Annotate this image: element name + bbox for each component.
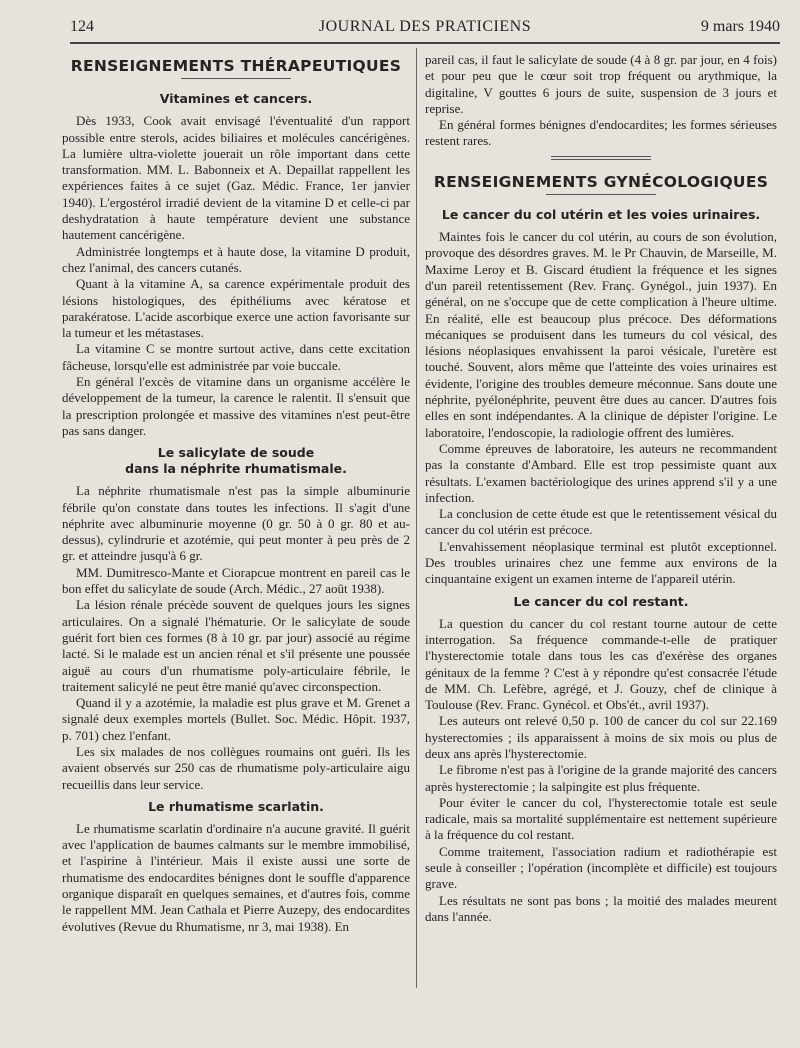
article-title-line: Le salicylate de soude [157, 445, 315, 461]
paragraph: Le fibrome n'est pas à l'origine de la grande majorité des cancers après hysterectomie ; la salpingite est plus fréquente. [425, 762, 777, 794]
paragraph: Comme traitement, l'association radium et radiothérapie est seule à conseiller ; l'opération (incomplète et difficile) est toujours grave. [425, 843, 777, 892]
article-title-line: dans la néphrite rhumatismale. [125, 461, 347, 477]
paragraph: La vitamine C se montre surtout active, dans cette excitation fâcheuse, lorsqu'elle est administrée par voie buccale. [62, 341, 410, 373]
section-title-gynecologiques: RENSEIGNEMENTS GYNÉCOLOGIQUES [433, 172, 769, 191]
paragraph: Les auteurs ont relevé 0,50 p. 100 de cancer du col sur 22.169 hysterectomies ; ils apparaissent à moins de six mois ou plus de deux ans après l'hysterectomie. [425, 713, 777, 761]
paragraph: Quant à la vitamine A, sa carence expérimentale produit des lésions histologiques, des épithéliums avec kératose et parakératose. L'acide ascorbique exerce une action favorisante sur la tumeur et les métastases. [62, 276, 410, 341]
paragraph: La lésion rénale précède souvent de quelques jours les signes articulaires. On a signalé l'hématurie. Or le salicylate de soude guérit fort bien ces formes (8 à 10 gr. par jour) associé au régime lacté. Si le malade est un ancien rénal et s'il présente une poussée aiguë au cours d'un rhumatisme poly-articulaire fébrile, le traitement salicylé ne peut être manié qu'avec circonspection. [62, 597, 410, 694]
journal-title: JOURNAL DES PRATICIENS [318, 18, 532, 35]
left-column [62, 52, 410, 935]
paragraph: Pour éviter le cancer du col, l'hysterectomie totale est seule radicale, mais sa mortalité supplémentaire est nettement supérieure à la fréquence du col restant. [425, 794, 777, 843]
article-title-vitamines: Vitamines et cancers. [159, 91, 313, 107]
paragraph: MM. Dumitresco-Mante et Ciorapcue montrent en pareil cas le bon effet du salicylate de soude (Arch. Médic., 27 août 1938). [62, 564, 410, 597]
paragraph: Comme épreuves de laboratoire, les auteurs ne recommandent pas la constante d'Ambard. Elle est trop pessimiste quant aux résultats. L'examen bactériologique des urines apprend s'il y a une infection. [425, 440, 777, 505]
page-number: 124 [70, 18, 94, 35]
article-title-cancer-col-uterin: Le cancer du col utérin et les voies urinaires. [441, 207, 761, 223]
paragraph: La néphrite rhumatismale n'est pas la simple albuminurie fébrile qu'on constate dans toutes les infections. Il s'agit d'une néphrite avec albuminurie moyenne (0 gr. 50 à 0 gr. 80 et au-dessus), cylindrurie et azotémie, qui peut monter à peu près de 2 gr. et atteindre jusqu'à 6 gr. [62, 483, 410, 564]
section-underline [181, 78, 291, 79]
paragraph: Maintes fois le cancer du col utérin, au cours de son évolution, provoque des désordres graves. M. le Pr Chauvin, de Marseille, M. Maxime Leroy et B. Giscard étudient la fréquence et les signes d'un pareil retentissement (Rev. Franç. Gynégol., juin 1937). En général, on ne s'occupe que de cette complication à l'heure ultime. En réalité, elle est beaucoup plus précoce. Des déformations mécaniques se produisent dans les tumeurs du col vésical, des lésions néoplasiques envahissent la paroi vésicale, l'uretère est touché. Souvent, alors même que l'atteinte des voies urinaires est évidente, l'origine des troubles demeure méconnue. Sans doute une néphrite, pyélonéphrite, peuvent être dues au cancer. D'autres fois elles en sont indépendantes. A la clinique de dépister l'origine. Le laboratoire, l'endoscopie, la radiologie offrent des lumières. [425, 229, 777, 440]
paragraph: Dès 1933, Cook avait envisagé l'éventualité d'un rapport possible entre sterols, acides biliaires et molécules cancérigènes. La lumière ultra-violette jouerait un rôle important dans cette transformation. MM. L. Babonneix et A. Depaillat rappellent les expériences faites à ce sujet (Gaz. Médic. France, 1er janvier 1940). L'ergostérol irradié devient de la vitamine D et celle-ci par deshydratation à haute température devient une substance hautement cancérigène. [62, 113, 410, 243]
issue-date: 9 mars 1940 [700, 18, 780, 35]
paragraph: Administrée longtemps et à haute dose, la vitamine D produit, chez l'animal, des cancers cutanés. [62, 243, 410, 275]
paragraph: Les résultats ne sont pas bons ; la moitié des malades meurent dans l'année. [425, 892, 777, 924]
paragraph: En général formes bénignes d'endocardites; les formes sérieuses restent rares. [425, 117, 777, 149]
header-rule [70, 42, 780, 44]
section-divider [551, 156, 651, 160]
paragraph: La conclusion de cette étude est que le retentissement vésical du cancer du col utérin est précoce. [425, 506, 777, 538]
section-underline [546, 194, 656, 195]
paragraph: Les six malades de nos collègues roumains ont guéri. Ils les avaient observés sur 250 cas de rhumatisme poly-articulaire aigu recueillis dans leur service. [62, 743, 410, 792]
paragraph: Le rhumatisme scarlatin d'ordinaire n'a aucune gravité. Il guérit avec l'application de baumes calmants sur le membre immobilisé, et l'aspirine à l'intérieur. Mais il existe aussi une sorte de rhumatisme des endocardites bénignes dont le souffle d'apparence organique disparaît en quelques semaines, et d'autres fois, comme le rappellent MM. Jean Cathala et Pierre Auzepy, des endocardites évolutives (Revue du Rhumatisme, nr 3, mai 1938). En [62, 820, 410, 934]
paragraph-continued: pareil cas, il faut le salicylate de soude (4 à 8 gr. par jour, en 4 fois) et pour peu que le cœur soit trop fréquent ou arythmique, la digitaline, V gouttes 6 jours de suite, suspension de 3 jours et reprise. [425, 52, 777, 116]
article-title-cancer-col-restant: Le cancer du col restant. [513, 593, 689, 609]
column-divider [416, 48, 417, 988]
paragraph: En général l'excès de vitamine dans un organisme accélère le développement de la tumeur, la carence le ralentit. Il s'ensuit que la prescription prolongée et massive des vitamines n'est peut-être pas sans danger. [62, 374, 410, 438]
paragraph: La question du cancer du col restant tourne autour de cette interrogation. Sa fréquence commande-t-elle de pratiquer l'hysterectomie totale dans tous les cas d'exérèse des organes génitaux de la femme ? C'est à y répondre qu'est consacrée l'étude de MM. Ch. Lefèbre, agrégé, et J. Gouzy, chef de clinique à Toulouse (Rev. Franc. Gynécol. et Obs'ét., avril 1937). [425, 615, 777, 713]
right-column [425, 52, 777, 925]
section-title-therapeutiques: RENSEIGNEMENTS THÉRAPEUTIQUES [70, 57, 402, 75]
article-title-rhumatisme: Le rhumatisme scarlatin. [148, 798, 324, 814]
page-header [70, 18, 780, 42]
paragraph: L'envahissement néoplasique terminal est plutôt exceptionnel. Des troubles urinaires chez une femme aux environs de la cinquantaine exigent un examen interne de l'appareil utérin. [425, 538, 777, 587]
paragraph: Quand il y a azotémie, la maladie est plus grave et M. Grenet a signalé deux exemples mortels (Bullet. Soc. Médic. Hôpit. 1937, p. 701) chez l'enfant. [62, 695, 410, 743]
article-title-salicylate [62, 445, 410, 477]
